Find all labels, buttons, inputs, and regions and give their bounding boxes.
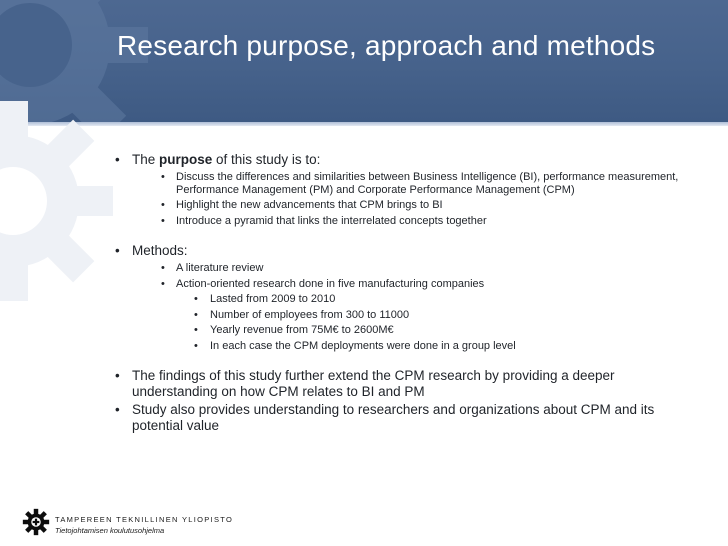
bullet-icon: • [161,214,165,227]
methods-detail-text: In each case the CPM deployments were done in a group level [210,339,516,352]
list-item [132,324,702,337]
methods-detail-text: Number of employees from 300 to 11000 [210,308,410,321]
bullet-icon: • [161,199,165,211]
bullet-icon: • [194,339,198,352]
methods-label: Methods: [132,243,188,258]
purpose-sublist [132,171,702,227]
list-item [132,199,702,212]
gear-watermark-icon [0,96,118,306]
footer-department-name: Tietojohtamisen koulutusohjelma [55,526,165,535]
footer-university-name: TAMPEREEN TEKNILLINEN YLIOPISTO [55,515,234,524]
list-item [132,293,702,306]
list-item-methods [112,243,702,352]
bullet-icon: • [115,152,120,167]
gear-logo-icon [22,508,50,536]
purpose-item-text: Highlight the new advancements that CPM brings to BI [176,199,443,211]
bullet-icon: • [161,171,165,183]
methods-detail-text: Yearly revenue from 75M€ to 2600M€ [210,324,394,336]
findings-text: Study also provides understanding to researchers and organizations about CPM and its potential value [132,402,655,433]
list-item [132,278,702,291]
slide-body [112,152,702,434]
findings-text: The findings of this study further extend the CPM research by providing a deeper understanding on how CPM relates to BI and PM [132,368,615,399]
methods-detail-text: Lasted from 2009 to 2010 [210,293,336,305]
list-item-purpose [112,152,702,227]
purpose-item-text: Discuss the differences and similarities between Business Intelligence (BI), performance measurement, Performance Management (PM) and Corporate Performance Management (CPM) [176,171,679,196]
purpose-emphasis: purpose [159,152,213,167]
purpose-suffix: of this study is to: [212,152,321,167]
list-item [132,309,702,322]
slide-title: Research purpose, approach and methods [117,30,656,61]
bullet-icon: • [115,368,120,383]
list-item [132,262,702,275]
bullet-icon: • [194,293,198,305]
list-item [132,340,702,353]
bullet-icon: • [115,402,120,417]
list-item-findings [112,402,702,434]
list-item [132,171,702,196]
list-item [132,215,702,228]
purpose-item-text: Introduce a pyramid that links the interrelated concepts together [176,214,487,227]
bullet-icon: • [161,277,165,290]
bullet-icon: • [194,308,198,321]
methods-item-text: Action-oriented research done in five manufacturing companies [176,277,485,290]
list-item-findings [112,368,702,400]
bullet-icon: • [161,262,165,274]
methods-item-text: A literature review [176,262,264,274]
bullet-icon: • [115,243,120,258]
methods-sublist [132,262,702,352]
purpose-prefix: The [132,152,160,167]
bullet-icon: • [194,324,198,336]
bullet-list [112,152,702,434]
